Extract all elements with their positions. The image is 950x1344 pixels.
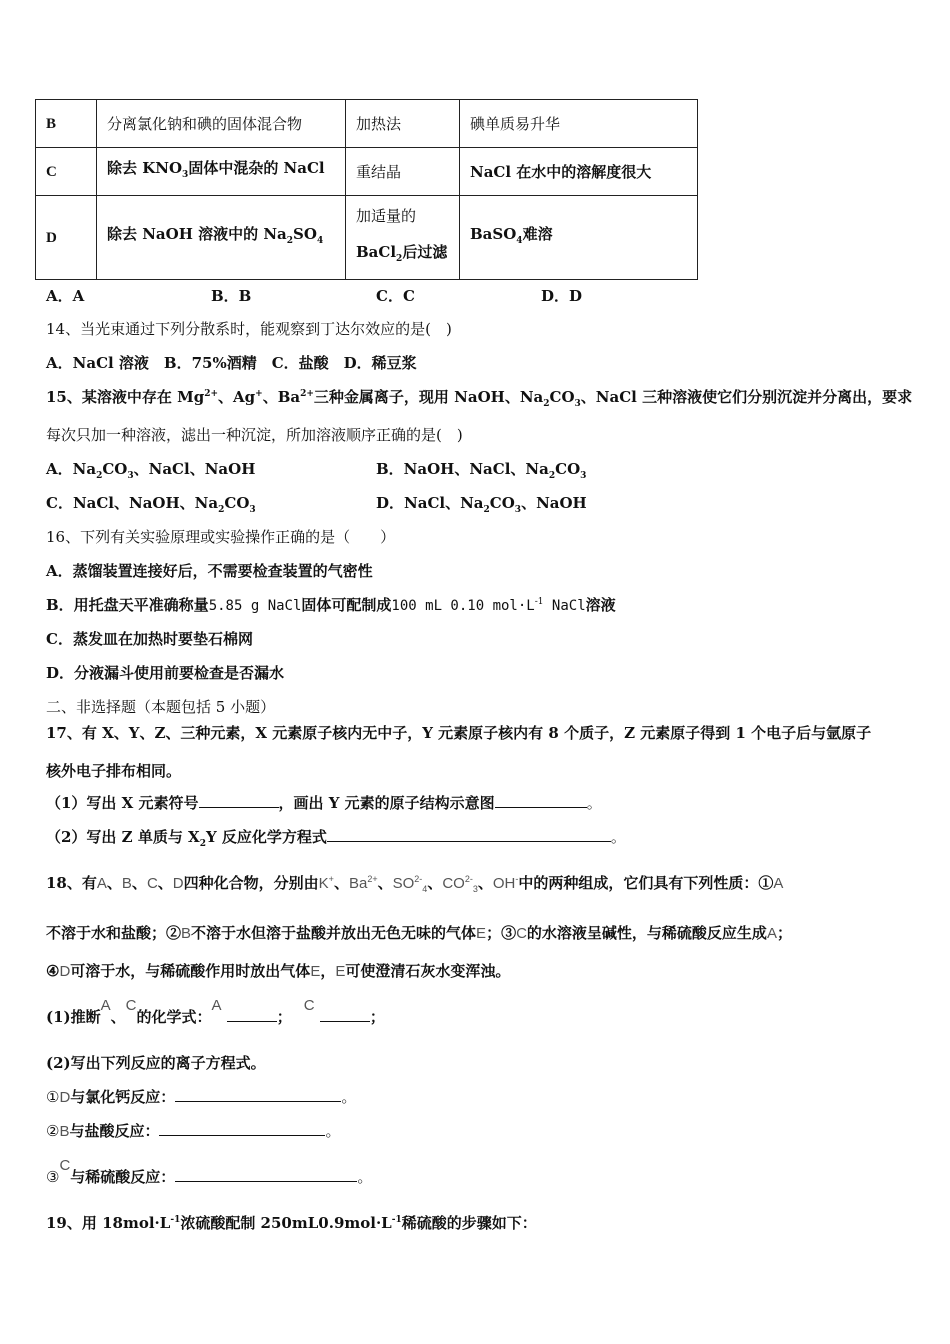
q17-stem-line2: 核外电子排布相同。 [46, 762, 182, 780]
row-purpose: 除去 $KNO_3$固体中混杂的 NaCl [97, 148, 346, 196]
answer-blank[interactable] [175, 1167, 357, 1182]
table-row [36, 148, 698, 196]
answer-blank[interactable] [327, 827, 611, 842]
q17-part1: （1）写出 X 元素符号 ，画出 Y 元素的原子结构示意图 。 [46, 794, 602, 812]
q15-stem-line1: 15、某溶液中存在 $Mg^{2+}$、Ag+、$Ba^{2+}$三种金属离子，现用 NaOH、$Na_2CO_3$、NaCl 三种溶液使它们分别沉淀并分离出，要求 [46, 388, 913, 409]
q17-stem-line1: 17、有 X、Y、Z、三种元素，X 元素原子核内无中子，Y 元素原子核内有 8 个质子，Z 元素原子得到 1 个电子后与氩原子 [46, 724, 872, 742]
answer-blank[interactable] [320, 1007, 370, 1022]
q16-option-a: A．蒸馏装置连接好后，不需要检查装置的气密性 [46, 562, 373, 580]
q18-part1: (1)推断A、C的化学式：A ；C ； [46, 997, 385, 1026]
row-reason: NaCl 在水中的溶解度很大 [460, 148, 698, 196]
answer-blank[interactable] [199, 793, 279, 808]
row-method: 重结晶 [346, 148, 460, 196]
row-purpose: 除去 NaOH 溶液中的 $Na_2SO_4$ [97, 196, 346, 280]
q15-option-d: D．NaCl、$Na_2CO_3$、NaOH [376, 494, 587, 515]
q13-option-c: C．C [376, 287, 415, 305]
answer-blank[interactable] [227, 1007, 277, 1022]
q13-option-d: D．D [541, 287, 583, 305]
answer-blank[interactable] [159, 1121, 325, 1136]
q13-option-b: B．B [211, 287, 252, 305]
q16-stem: 16、下列有关实验原理或实验操作正确的是（ ） [46, 528, 396, 546]
row-purpose: 分离氯化钠和碘的固体混合物 [97, 100, 346, 148]
q16-option-b: B．用托盘天平准确称量5.85 g NaCl固体可配制成100 mL 0.10 $mol\cdot L^{-1}$ NaCl溶液 [46, 596, 616, 614]
q18-stem-line1: 18、有A、B、C、D四种化合物，分别由K+、$Ba^{2+}$、$SO^{2-}_4$、$CO^{2-}_3$、OH-中的两种组成，它们具有下列性质：①A [46, 874, 784, 894]
answer-blank[interactable] [495, 793, 587, 808]
q13-option-a: A．A [46, 287, 85, 305]
q15-option-c: C．NaCl、NaOH、$Na_2CO_3$ [46, 494, 256, 515]
row-label: D [36, 196, 97, 280]
q18-reaction-3: ③C与稀硫酸反应： 。 [46, 1157, 373, 1186]
q14-stem: 14、当光束通过下列分散系时，能观察到丁达尔效应的是( ) [46, 320, 452, 338]
q15-stem-line2: 每次只加一种溶液，滤出一种沉淀，所加溶液顺序正确的是( ) [46, 426, 463, 444]
q19-stem: 19、用 $18mol\cdot L^{-1}$浓硫酸配制 $250mL0.9mol\cdot L^{-1}$稀硫酸的步骤如下： [46, 1214, 537, 1232]
row-method: 加热法 [346, 100, 460, 148]
table-row [36, 100, 698, 148]
row-label: B [36, 100, 97, 148]
row-reason: 碘单质易升华 [460, 100, 698, 148]
row-method: 加适量的 BaCl$_2$后过滤 [346, 196, 460, 280]
q15-option-b: B．NaOH、NaCl、$Na_2CO_3$ [376, 460, 587, 481]
q18-reaction-1: ①D与氯化钙反应： 。 [46, 1088, 357, 1106]
q16-option-c: C．蒸发皿在加热时要垫石棉网 [46, 630, 253, 648]
section-heading: 二、非选择题（本题包括 5 小题） [46, 698, 276, 716]
table-row [36, 196, 698, 280]
q17-part2: （2）写出 Z 单质与 $X_2Y$ 反应化学方程式 。 [46, 828, 626, 849]
q18-part2: (2)写出下列反应的离子方程式。 [46, 1054, 266, 1072]
q18-reaction-2: ②B与盐酸反应： 。 [46, 1122, 341, 1140]
row-label: C [36, 148, 97, 196]
options-table [35, 99, 698, 280]
answer-blank[interactable] [175, 1087, 341, 1102]
q18-stem-line2: 不溶于水和盐酸；②B不溶于水但溶于盐酸并放出无色无味的气体E；③C的水溶液呈碱性，与稀硫酸反应生成A； [46, 924, 792, 942]
row-reason: BaSO$_4$难溶 [460, 196, 698, 280]
q14-options: A．NaCl 溶液 B．75%酒精 C．盐酸 D．稀豆浆 [46, 354, 417, 372]
q15-option-a: A．$Na_2CO_3$、NaCl、NaOH [46, 460, 256, 481]
q18-stem-line3: ④D可溶于水，与稀硫酸作用时放出气体E，E可使澄清石灰水变浑浊。 [46, 962, 511, 980]
q16-option-d: D．分液漏斗使用前要检查是否漏水 [46, 664, 285, 682]
